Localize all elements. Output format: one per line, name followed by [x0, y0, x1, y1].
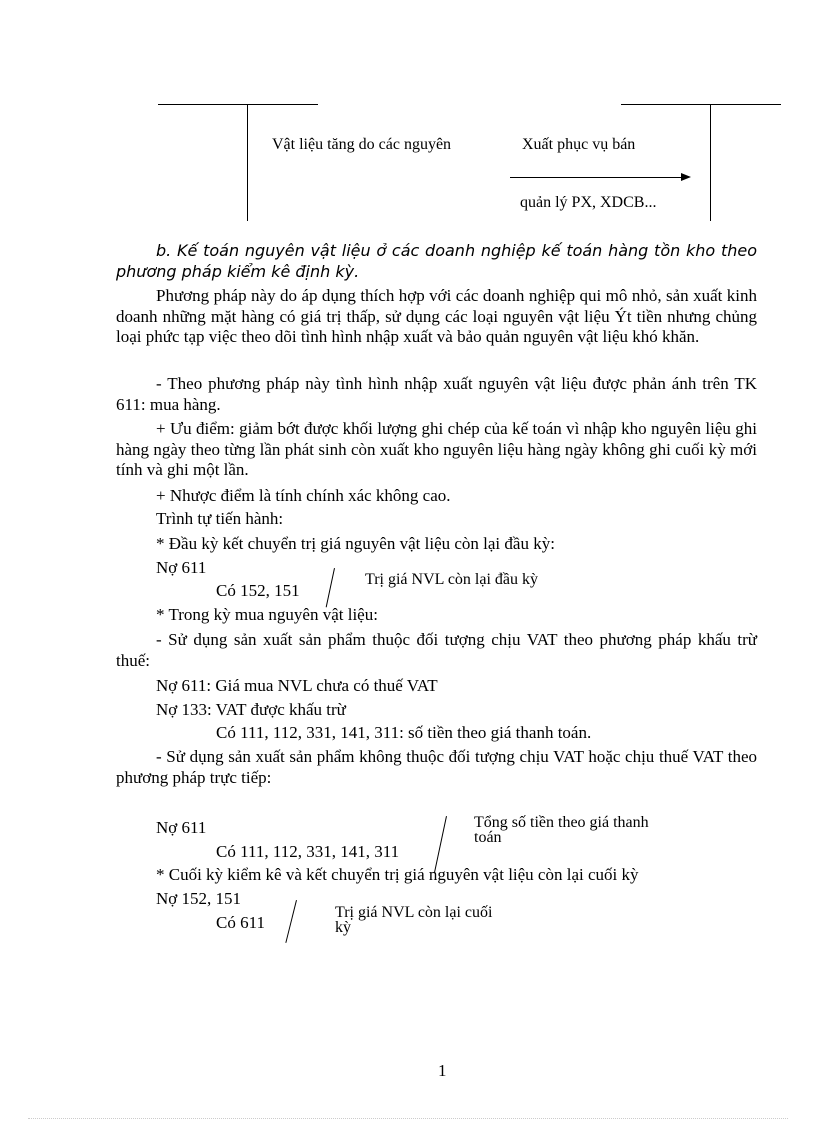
note-tri-gia-dau-ky: Trị giá NVL còn lại đầu kỳ — [365, 571, 539, 588]
entry-slash-3 — [285, 900, 297, 943]
page-number: 1 — [438, 1061, 447, 1080]
section-b-heading: b. Kế toán nguyên vật liệu ở các doanh nghiệp kế toán hàng tồn kho theo phương pháp kiểm kê định kỳ. — [116, 241, 757, 281]
paragraph-uu-diem: + Ưu điểm: giảm bớt được khối lượng ghi chép của kế toán vì nhập kho nguyên liệu ghi hàng ngày theo từng lần phát sinh còn xuất kho nguyên liệu hàng ngày không ghi cuối kỳ mới tính và ghi một lần. — [116, 419, 757, 479]
note-tong-so-tien: Tổng số tiền theo giá thanh toán — [474, 814, 649, 846]
paragraph-nhuoc-diem: + Nhược điểm là tính chính xác không cao. — [156, 486, 451, 505]
diagram-right-bottom-text: quản lý PX, XDCB... — [520, 194, 657, 211]
vat-khau-tru-line: - Sử dụng sản xuất sản phẩm thuộc đối tượng chịu VAT theo phương pháp khấu trừ thuế: — [116, 630, 757, 670]
no133-line: Nợ 133: VAT được khấu trừ — [156, 700, 346, 719]
diagram-left-text: Vật liệu tăng do các nguyên — [272, 136, 452, 153]
right-account-top-line — [621, 104, 781, 105]
right-account-vertical-line — [710, 104, 711, 221]
co111-thanh-toan-line: Có 111, 112, 331, 141, 311: số tiền theo giá thanh toán. — [216, 723, 592, 742]
trinh-tu-line: Trình tự tiến hành: — [156, 509, 284, 528]
paragraph-tk611: - Theo phương pháp này tình hình nhập xuất nguyên vật liệu được phản ánh trên TK 611: mua hàng. — [116, 374, 757, 414]
vat-truc-tiep-line: - Sử dụng sản xuất sản phẩm không thuộc đối tượng chịu VAT hoặc chịu thuế VAT theo phương pháp trực tiếp: — [116, 747, 757, 787]
left-account-vertical-line — [247, 104, 248, 221]
no611-gia-mua-line: Nợ 611: Giá mua NVL chưa có thuế VAT — [156, 676, 438, 695]
left-account-top-line — [158, 104, 318, 105]
no611-entry-b: Nợ 611 — [156, 818, 207, 837]
diagram-right-top-text: Xuất phục vụ bán — [522, 136, 636, 153]
no152-entry: Nợ 152, 151 — [156, 889, 242, 908]
no611-entry-a: Nợ 611 — [156, 558, 207, 577]
page-bottom-border — [28, 1118, 788, 1119]
entry-slash-1 — [326, 568, 336, 607]
co611-entry: Có 611 — [216, 913, 265, 932]
dau-ky-line: * Đầu kỳ kết chuyển trị giá nguyên vật liệu còn lại đầu kỳ: — [156, 534, 555, 553]
co152-entry: Có 152, 151 — [216, 581, 300, 600]
co111-entry: Có 111, 112, 331, 141, 311 — [216, 842, 400, 861]
paragraph-intro: Phương pháp này do áp dụng thích hợp với các doanh nghiệp qui mô nhỏ, sản xuất kinh doanh những mặt hàng có giá trị thấp, sử dụng các loại nguyên vật liệu Ýt tiền nhưng chủng loại phức tạp việc theo dõi tình hình nhập xuất và bảo quản nguyên vật liệu khó khăn. — [116, 286, 757, 346]
trong-ky-line: * Trong kỳ mua nguyên vật liệu: — [156, 605, 378, 624]
note-tri-gia-cuoi-ky: Trị giá NVL còn lại cuối kỳ — [335, 904, 493, 936]
cuoi-ky-line: * Cuối kỳ kiểm kê và kết chuyển trị giá nguyên vật liệu còn lại cuối kỳ — [156, 865, 639, 884]
